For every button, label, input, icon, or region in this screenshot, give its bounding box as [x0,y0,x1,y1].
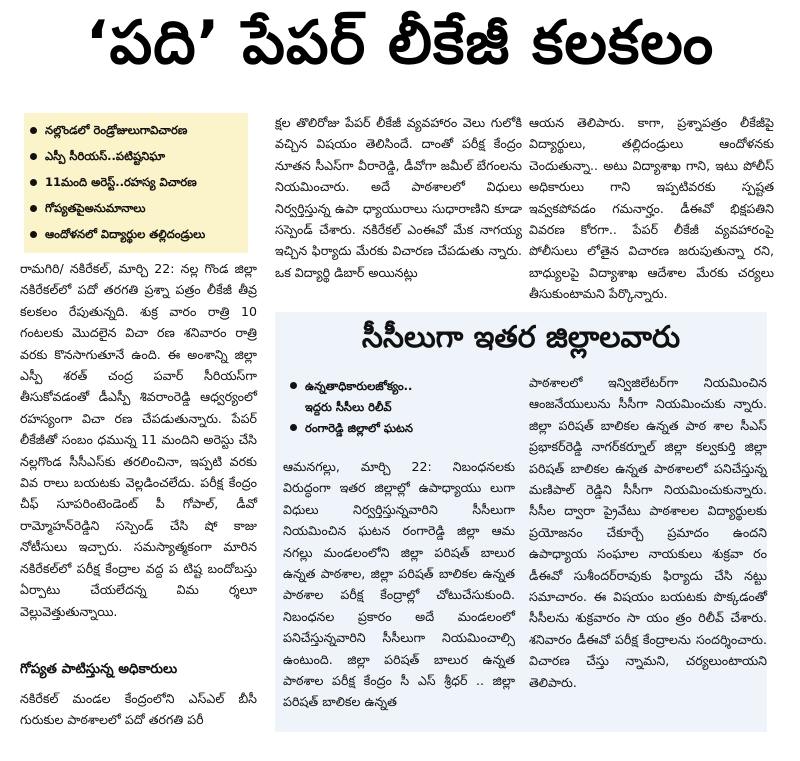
story-paragraph: రామగిరి/ నకిరేకల్, మార్చి 22: నల్ల గొండ జిల్లా నకిరేకల్‌లో పదో తరగతి ప్రశ్నా పత్రం లీకేజీ తీవ్ర కలకలం రేపుతున్నది. శుక్ర వారం రాత్రి 10 గంటలకు మొదలైన విచా రణ శనివారం రాత్రి వరకు కొనసాగుతూనే ఉంది. ఈ అంశాన్ని జిల్లా ఎస్పీ శరత్ చంద్ర పవార్ సీరియస్‌గా తీసుకోవడంతో డీఎస్పీ శివరాంరెడ్డి ఆధ్వర్యంలో రహస్యంగా విచా రణ చేపడుతున్నారు. పేపర్ లీకేజీతో సంబం ధమున్న 11 మందిని అరెస్టు చేసి నల్లగొండ సీసీఎస్‌కు తరలించినా, ఇప్పటి వరకు వివ రాలు బయటకు వెల్లడించలేదు. పరీక్ష కేంద్రం చీఫ్ సూపరింటెండెంట్ పీ గోపాల్, డీవో రామ్మోహన్‌రెడ్డిని సస్పెండ్ చేసి షో కాజు నోటీసులు ఇచ్చారు. సమస్యాత్మకంగా మారిన నకిరేకల్‌లో పరీక్ష కేంద్రాల వద్ద ప టిష్ట బందోబస్తు ఏర్పాటు చేయలేదన్న విమ ర్శలూ వెల్లువెత్తుతున్నాయి. [20,261,257,619]
story-paragraph: పాఠశాలలో ఇన్విజిలేటర్‌గా నియమించిన ఆంజనేయులును సీసీగా నియమించుకు న్నారు. జిల్లా పరిషత్ బాలికల ఉన్నత పాఠ శాల సీఎస్ ప్రభాకర్‌రెడ్డి నాగర్‌కర్నూల్ జిల్లా కల్వకుర్తి జిల్లా పరిషత్ బాలికల ఉన్నత పాఠశాలలో పనిచేస్తున్న మణిపాల్ రెడ్డిని సీసీగా నియమించుకున్నారు. సీసీల ద్వారా ప్రైవేటు పాఠశాలల విద్యార్థులకు ప్రయోజనం చేకూర్చే ప్రమాదం ఉందని ఉపాధ్యాయ సంఘాల నాయకులు శుక్రవా రం డీఈవో సుశీందర్‌రావుకు ఫిర్యాదు చేసి నట్టు సమాచారం. ఈ విషయం బయటకు పొక్కడంతో సీసీలను శుక్రవారం సా యం త్రం రిలీవ్ చేశారు. శనివారం డీఈవో పరీక్ష కేంద్రాలను సందర్శించారు. విచారణ చేస్తు న్నామని, చర్యలుంటాయని తెలిపారు. [529,375,767,690]
bullet-icon [30,205,37,212]
story-column-3 [529,112,774,305]
highlight-item: ఆందోళనలో విద్యార్థుల తల్లిదండ్రులు [30,221,242,247]
story-paragraph: నకిరేకల్ మండల కేంద్రంలోని ఎస్‌ఎల్ బీసీ గురుకుల పాఠశాలలో పదో తరగతి పరీ [20,691,257,728]
sidebar-highlight-continuation: ఇద్దరు సీసీలు రిలీవ్ [305,400,392,414]
bullet-icon [30,127,37,134]
sidebar-highlights [290,376,510,439]
highlight-item: ఎస్పీ సీరియస్..పటిష్టనిఘా [30,143,242,169]
sidebar-highlight-item: ఉన్నతాధికారులజోక్యం.. [290,376,510,397]
highlight-item: 11మంది అరెస్ట్..రహస్య విచారణ [30,169,242,195]
sidebar-column-1 [283,456,515,713]
highlight-item: నల్లొండలో రెండ్రోజులుగావిచారణ [30,117,242,143]
story-paragraph: ఆమనగల్లు, మార్చి 22: నిబంధనలకు విరుద్ధంగా ఇతర జిల్లాల్లో ఉపాధ్యాయు లుగా విధులు నిర్వర్తిస్తున్నవారిని సీసీలుగా నియమించిన ఘటన రంగారెడ్డి జిల్లా ఆమ నగల్లు మండలంలోని జిల్లా పరిషత్ బాలుర ఉన్నత పాఠశాల, జిల్లా పరిషత్ బాలికల ఉన్నత పాఠశాల పరీక్ష కేంద్రాల్లో చోటుచేసుకుంది. నిబంధనల ప్రకారం అదే మండలంలో పనిచేస్తున్నవారిని సీసీలుగా నియమించాల్సి ఉంటుంది. జిల్లా పరిషత్ బాలుర ఉన్నత పాఠశాల పరీక్ష కేంద్రం సీ ఎస్ శ్రీధర్ .. జిల్లా పరిషత్ బాలికల ఉన్నత [283,459,515,710]
bullet-icon [290,424,297,431]
bullet-icon [290,382,297,389]
story-paragraph: ఆయన తెలిపారు. కాగా, ప్రశ్నాపత్రం లీకేజీపై విద్యార్థులు, తల్లిదండ్రులు ఆందోళనకు చెందుతున్నా.. అటు విద్యాశాఖ గాని, ఇటు పోలీస్ అధికారులు గాని ఇప్పటివరకు స్పష్టత ఇవ్వకపోవడం గమనార్హం. డీఈవో భిక్షపతిని వివరణ కోరగా.. పేపర్ లీకేజీ వ్యవహారంపై పోలీసులు లోతైన విచారణ జరుపుతున్నా రని, బాధ్యులపై విద్యాశాఖ ఆదేశాల మేరకు చర్యలు తీసుకుంటామని పేర్కొన్నారు. [529,115,774,302]
sidebar-highlight-item: రంగారెడ్డి జిల్లాలో ఘటన [290,418,510,439]
highlight-item: గోప్యతపైఅనుమానాలు [30,195,242,221]
bullet-icon [30,231,37,238]
subheading: గోప్యత పాటిస్తున్న అధికారులు [20,661,178,677]
story-column-1-continued [20,688,257,731]
sidebar-column-2 [529,372,767,693]
story-column-2 [275,112,522,283]
headline: ‘పది’ పేపర్ లీకేజీ కలకలం [85,8,715,78]
bullet-icon [30,153,37,160]
sidebar-headline: సీసీలుగా ఇతర జిల్లాలవారు [361,320,681,355]
story-column-1 [20,258,257,622]
bullet-icon [30,179,37,186]
story-paragraph: క్షల తొలిరోజు పేపర్ లీకేజీ వ్యవహారం వెలు గులోకి వచ్చిన విషయం తెలిసిందే. దాంతో పరీక్ష కేంద్రం నూతన సీఎస్‌గా వీరారెడ్డి, డీవోగా జమీల్ బేగంలను నియమించారు. అదే పాఠశాలలో విధులు నిర్వర్తిస్తున్న ఉపా ధ్యాయురాలు సుధారాణిని కూడా సస్పెండ్ చేశారు. నకిరేకల్ ఎంఈవో మేక నాగయ్య ఇచ్చిన ఫిర్యాదు మేరకు విచారణ చేపడుతు న్నారు. ఒక విద్యార్థి డిబార్ అయినట్లు [275,115,522,280]
highlights-box [24,113,248,253]
